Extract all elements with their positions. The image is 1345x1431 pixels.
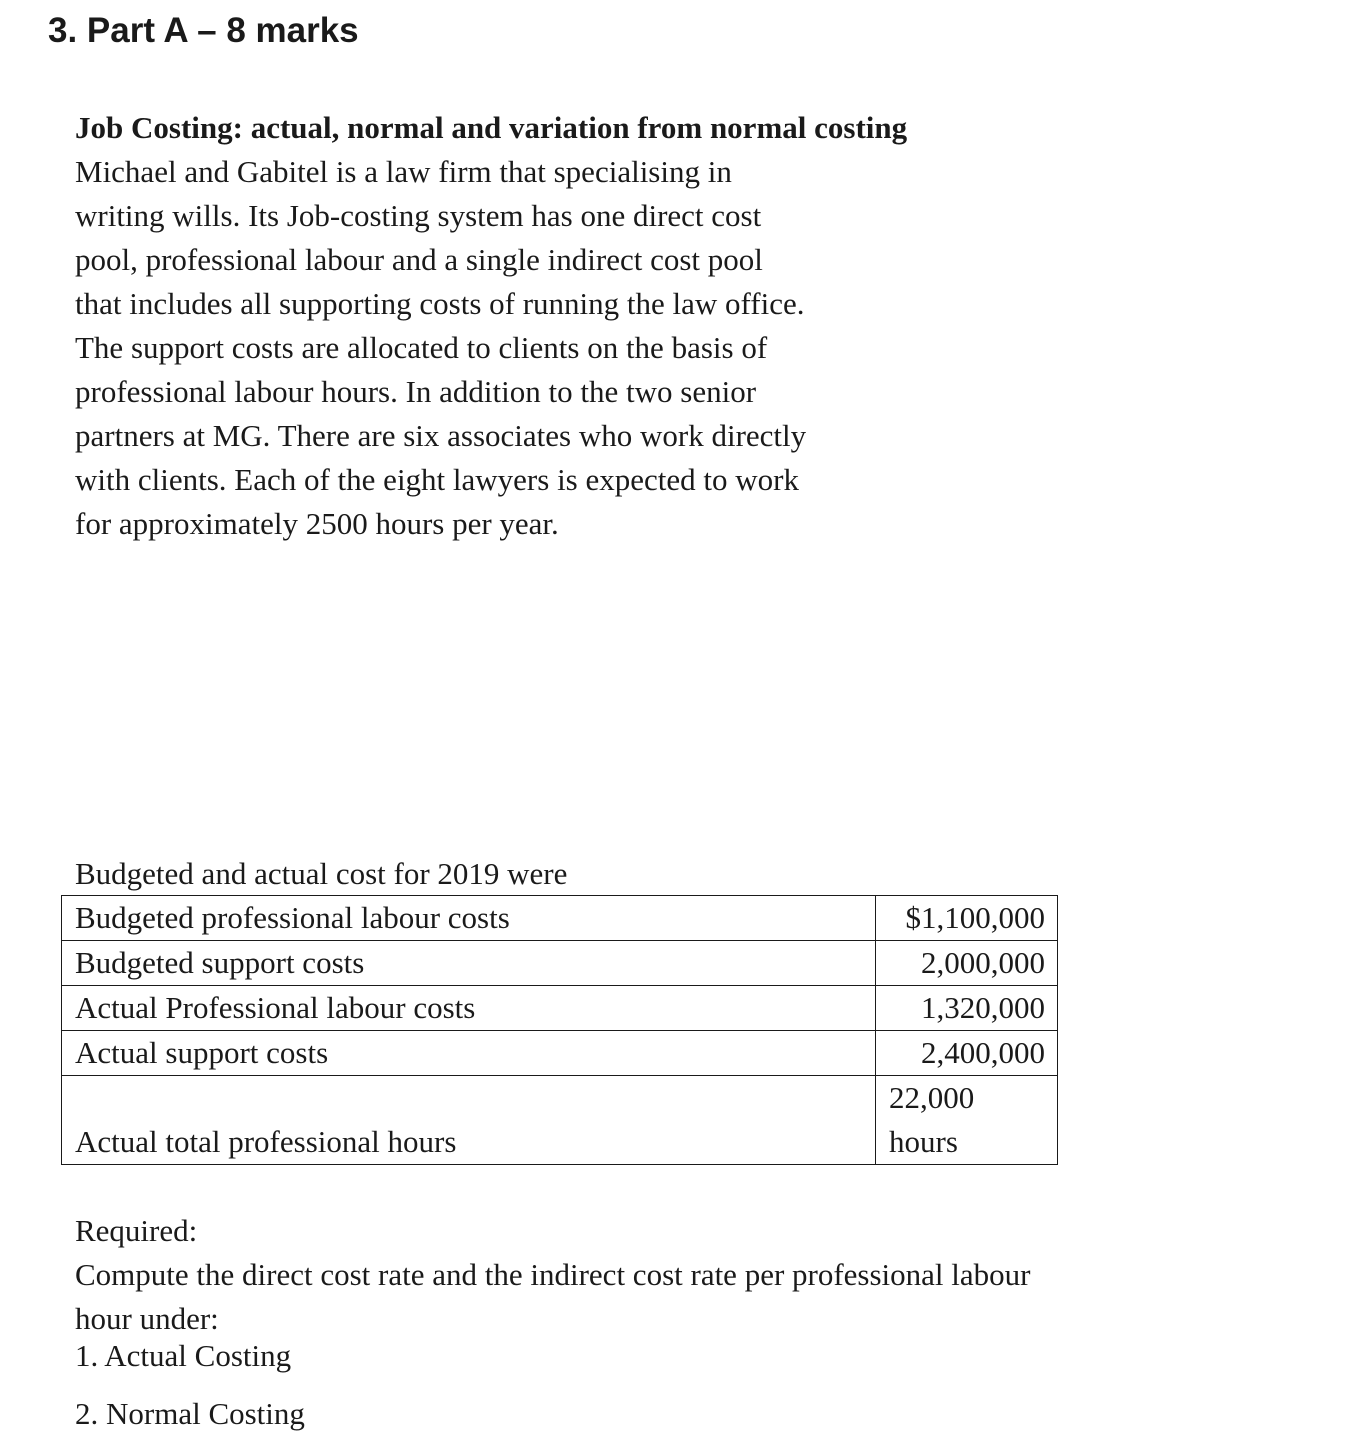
intro-section bbox=[75, 106, 975, 546]
intro-line: partners at MG. There are six associates who work directly bbox=[75, 418, 807, 453]
intro-line: with clients. Each of the eight lawyers is expected to work bbox=[75, 462, 799, 497]
row-value: 2,400,000 bbox=[876, 1031, 1058, 1076]
table-row bbox=[62, 986, 1058, 1031]
row-label: Budgeted professional labour costs bbox=[62, 896, 876, 941]
row-unit: hours bbox=[889, 1124, 958, 1159]
required-section bbox=[75, 1209, 1275, 1431]
row-value-cell bbox=[876, 1076, 1058, 1165]
required-prompt-line: Compute the direct cost rate and the indirect cost rate per professional labour bbox=[75, 1257, 1031, 1292]
row-value: 2,000,000 bbox=[876, 941, 1058, 986]
table-row bbox=[62, 1031, 1058, 1076]
row-label: Actual Professional labour costs bbox=[62, 986, 876, 1031]
table-caption: Budgeted and actual cost for 2019 were bbox=[75, 856, 568, 891]
intro-line: The support costs are allocated to clients on the basis of bbox=[75, 330, 768, 365]
intro-line: writing wills. Its Job-costing system has one direct cost bbox=[75, 198, 762, 233]
row-value: $1,100,000 bbox=[876, 896, 1058, 941]
list-item: 1. Actual Costing bbox=[75, 1338, 292, 1373]
intro-title: Job Costing: actual, normal and variation from normal costing bbox=[75, 110, 908, 145]
row-value: 22,000 bbox=[889, 1080, 975, 1115]
row-label: Actual support costs bbox=[62, 1031, 876, 1076]
cost-table bbox=[61, 895, 1058, 1165]
intro-line: Michael and Gabitel is a law firm that specialising in bbox=[75, 154, 732, 189]
row-label: Budgeted support costs bbox=[62, 941, 876, 986]
row-value: 1,320,000 bbox=[876, 986, 1058, 1031]
intro-line: for approximately 2500 hours per year. bbox=[75, 506, 559, 541]
question-heading: 3. Part A – 8 marks bbox=[48, 11, 359, 50]
required-prompt-line: hour under: bbox=[75, 1301, 219, 1336]
row-label: Actual total professional hours bbox=[62, 1076, 876, 1165]
intro-line: professional labour hours. In addition to the two senior bbox=[75, 374, 757, 409]
list-item: 2. Normal Costing bbox=[75, 1396, 305, 1431]
table-row bbox=[62, 896, 1058, 941]
required-label: Required: bbox=[75, 1213, 198, 1248]
table-row bbox=[62, 1076, 1058, 1165]
required-list bbox=[75, 1338, 1275, 1431]
table-row bbox=[62, 941, 1058, 986]
intro-line: that includes all supporting costs of running the law office. bbox=[75, 286, 805, 321]
intro-line: pool, professional labour and a single indirect cost pool bbox=[75, 242, 763, 277]
